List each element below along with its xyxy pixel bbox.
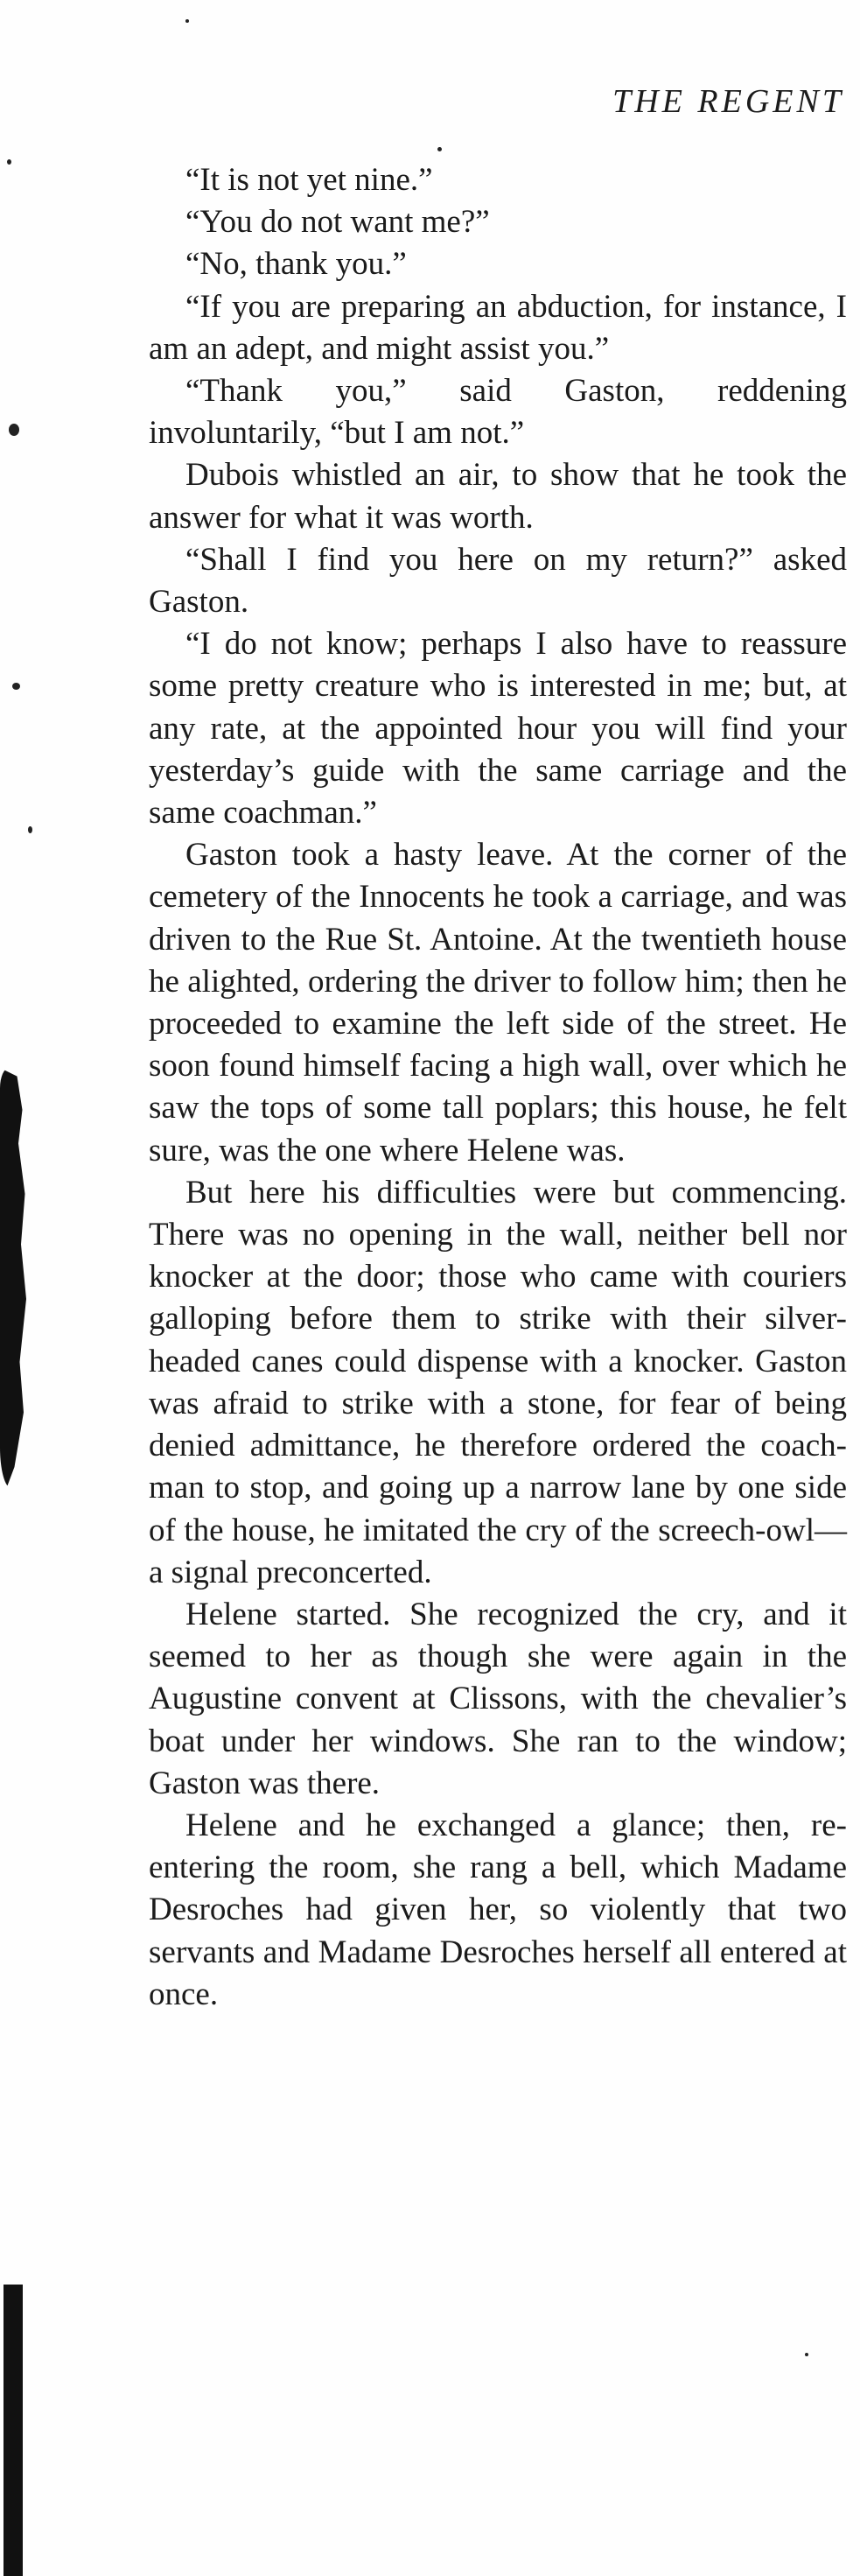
- paragraph: Helene and he exchanged a glance; then, re-entering the room, she rang a bell, which Madame Desroches had given her, so violently that two servants and Madame Desroches herself all entered at once.: [149, 1807, 847, 2012]
- ink-speck: [7, 159, 11, 165]
- margin-ink-blot: [0, 1068, 26, 1488]
- paragraph: But here his difficulties were but commencing. There was no opening in the wall, neither bell nor knocker at the door; those who came with couriers galloping before them to strike with their silver-headed canes could dispense with a knocker. Gaston was afraid to strike with a stone, for fear of being denied admittance, he therefore ordered the coachman to stop, and going up a narrow lane by one side of the house, he imitated the cry of the screech-owl—a signal preconcerted.: [149, 1174, 847, 1590]
- ink-speck: [437, 147, 442, 151]
- body-text: [149, 159, 847, 2016]
- paragraph: “No, thank you.”: [185, 246, 407, 283]
- paragraph: “Thank you,” said Gaston, reddening involuntarily, “but I am not.”: [149, 373, 847, 452]
- margin-ink-bar: [3, 2285, 23, 2576]
- paragraph: Helene started. She recognized the cry, and it seemed to her as though she were again in the Augustine convent at Clissons, with the chevalier’s boat under her windows. She ran to the window; Gaston was there.: [149, 1596, 847, 1801]
- paragraph: “You do not want me?”: [185, 204, 490, 241]
- paragraph: “Shall I find you here on my return?” asked Gaston.: [149, 541, 847, 621]
- ink-speck: [9, 424, 19, 436]
- ink-speck: [28, 826, 32, 833]
- ink-speck: [185, 19, 189, 23]
- paragraph: “It is not yet nine.”: [185, 162, 433, 198]
- paragraph: “If you are preparing an abduction, for instance, I am an adept, and might assist you.”: [149, 288, 847, 367]
- ink-speck: [805, 2353, 808, 2356]
- paragraph: “I do not know; perhaps I also have to reassure some pretty creature who is interested in me; but, at any rate, at the appointed hour you will find your yesterday’s guide with the same carriage and the same coachman.”: [149, 626, 847, 832]
- ink-speck: [12, 683, 20, 690]
- paragraph: Dubois whistled an air, to show that he took the answer for what it was worth.: [149, 457, 847, 536]
- running-head: THE REGENT: [612, 83, 844, 120]
- paragraph: Gaston took a hasty leave. At the corner of the cemetery of the Innocents he took a carriage, and was driven to the Rue St. Antoine. At the twentieth house he alighted, ordering the driver to follow him; then he proceeded to examine the left side of the street. He soon found himself facing a high wall, over which he saw the tops of some tall poplars; this house, he felt sure, was the one where Helene was.: [149, 837, 847, 1169]
